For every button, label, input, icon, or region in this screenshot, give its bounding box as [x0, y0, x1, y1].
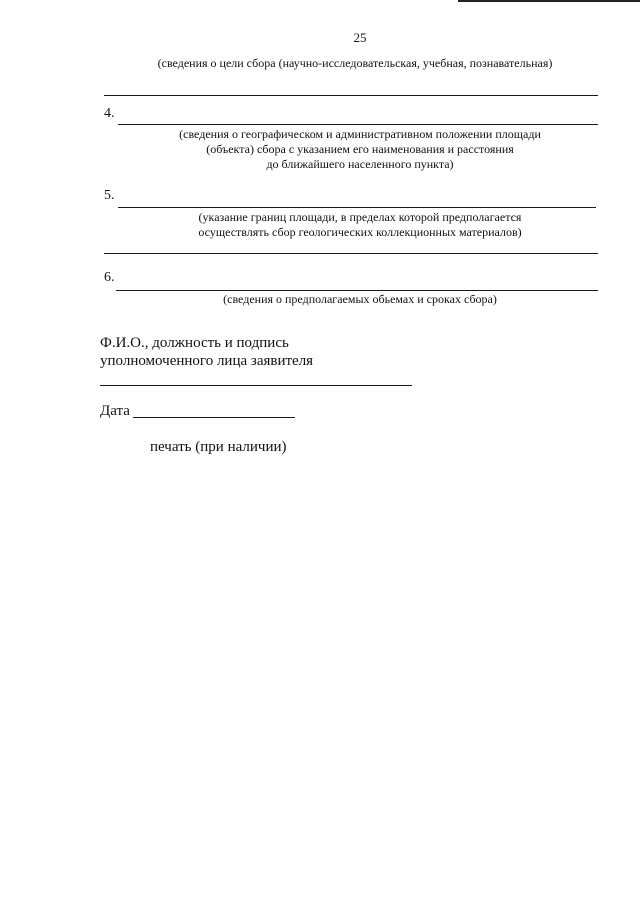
- item-4-fill-line: [118, 124, 598, 125]
- signature-label-line-1: Ф.И.О., должность и подпись: [100, 335, 289, 351]
- item-4-caption-line: до ближайшего населенного пункта): [266, 157, 454, 171]
- purpose-fill-line: [104, 95, 598, 96]
- purpose-caption: (сведения о цели сбора (научно-исследовательская, учебная, познавательная): [157, 56, 553, 70]
- date-fill-line: [133, 417, 295, 418]
- item-6-fill-line: [116, 290, 598, 291]
- stamp-note: печать (при наличии): [150, 439, 287, 455]
- date-label: Дата: [100, 403, 130, 419]
- item-5-caption-line: осуществлять сбор геологических коллекционных материалов): [198, 225, 522, 239]
- item-4-number: 4.: [104, 106, 115, 121]
- item-5-fill-line: [118, 207, 596, 208]
- item-6-number: 6.: [104, 270, 115, 285]
- signature-fill-line: [100, 385, 412, 386]
- page-number: 25: [353, 30, 367, 45]
- item-4-caption-line: (объекта) сбора с указанием его наименования и расстояния: [206, 142, 514, 156]
- item-4-caption: [140, 127, 580, 172]
- item-6-caption: (сведения о предполагаемых обьемах и сроках сбора): [223, 292, 497, 306]
- item-5-caption: [130, 210, 590, 240]
- signature-label-line-2: уполномоченного лица заявителя: [100, 353, 314, 369]
- item-4-caption-line: (сведения о географическом и административном положении площади: [179, 127, 541, 141]
- item-5-number: 5.: [104, 188, 115, 203]
- item-5-caption-line: (указание границ площади, в пределах которой предполагается: [198, 210, 522, 224]
- item-5-extra-fill-line: [104, 253, 598, 254]
- top-edge-line: [458, 0, 640, 2]
